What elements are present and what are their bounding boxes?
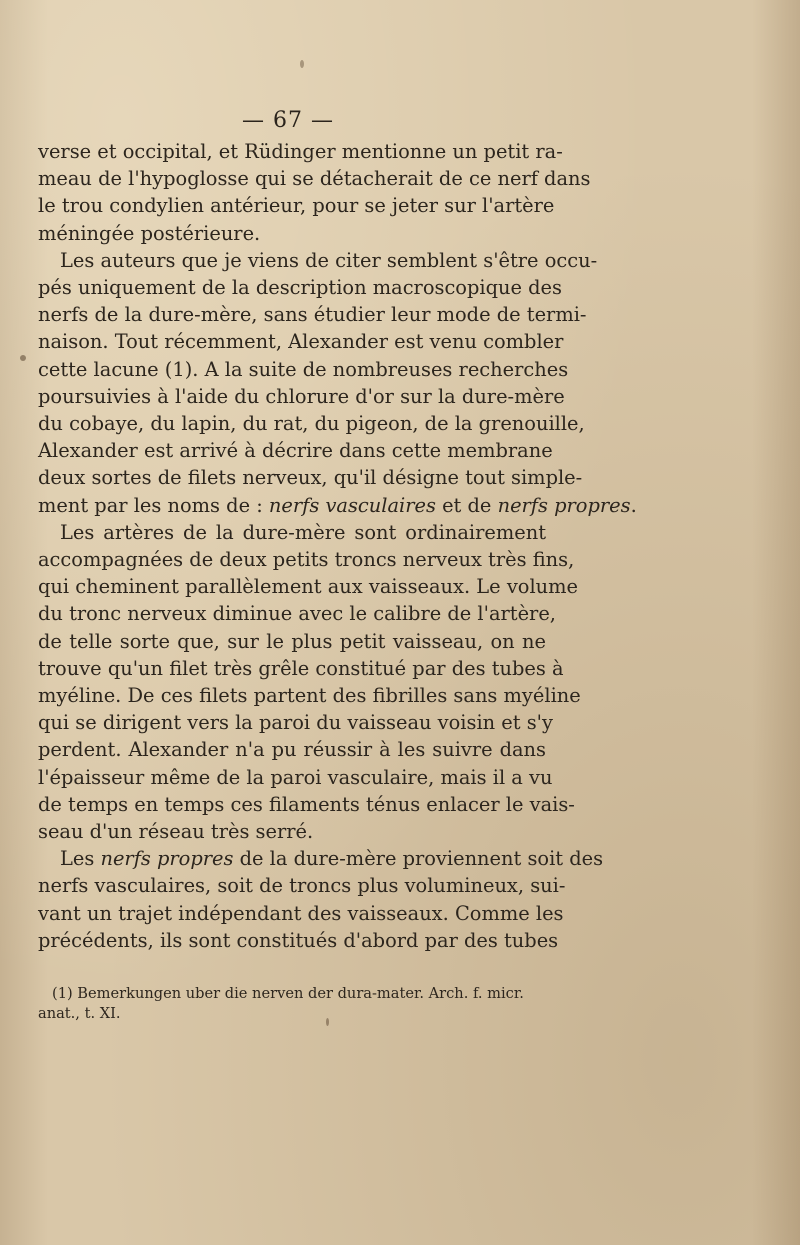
text-line: vant un trajet indépendant des vaisseaux. Comme les bbox=[38, 901, 564, 925]
text-line: du tronc nerveux diminue avec le calibre de l'artère, bbox=[38, 602, 556, 626]
footnote-line: anat., t. XI. bbox=[38, 1005, 121, 1022]
text-line: de telle sorte que, sur le plus petit vaisseau, on ne bbox=[38, 629, 546, 653]
term-nerfs-vasculaires: nerfs vasculaires bbox=[268, 493, 436, 517]
text-line bbox=[38, 845, 604, 872]
term-nerfs-propres: nerfs propres bbox=[100, 847, 234, 871]
paragraph-1 bbox=[38, 138, 591, 247]
text-line: le trou condylien antérieur, pour se jeter sur l'artère bbox=[38, 194, 555, 218]
paragraph-3 bbox=[38, 519, 581, 845]
text-line: meau de l'hypoglosse qui se détacherait de ce nerf dans bbox=[38, 167, 591, 191]
text-line: nerfs de la dure-mère, sans étudier leur mode de termi- bbox=[38, 303, 587, 327]
text-line: seau d'un réseau très serré. bbox=[38, 820, 314, 844]
body-text bbox=[38, 138, 637, 954]
paragraph-2 bbox=[38, 247, 637, 519]
paper-stain bbox=[300, 60, 304, 68]
text-line: myéline. De ces filets partent des fibrilles sans myéline bbox=[38, 684, 581, 708]
page-number: — 67 — bbox=[242, 108, 334, 133]
text-line: Alexander est arrivé à décrire dans cette membrane bbox=[38, 439, 553, 463]
text-line: pés uniquement de la description macroscopique des bbox=[38, 276, 562, 300]
text-line: poursuivies à l'aide du chlorure d'or sur la dure-mère bbox=[38, 384, 565, 408]
text-line: accompagnées de deux petits troncs nerveux très fins, bbox=[38, 548, 575, 572]
text-fragment: . bbox=[630, 493, 637, 517]
text-line: cette lacune (1). A la suite de nombreuses recherches bbox=[38, 357, 569, 381]
text-line: qui cheminent parallèlement aux vaisseaux. Le volume bbox=[38, 575, 579, 599]
footnote-line: (1) Bemerkungen uber die nerven der dura-mater. Arch. f. micr. bbox=[52, 985, 524, 1002]
text-line: trouve qu'un filet très grêle constitué par des tubes à bbox=[38, 656, 564, 680]
text-line: qui se dirigent vers la paroi du vaisseau voisin et s'y bbox=[38, 711, 553, 735]
term-nerfs-propres: nerfs propres bbox=[497, 493, 631, 517]
text-fragment: de la dure-mère proviennent soit des bbox=[233, 847, 604, 871]
text-line: naison. Tout récemment, Alexander est venu combler bbox=[38, 330, 564, 354]
text-line: de temps en temps ces filaments ténus enlacer le vais- bbox=[38, 792, 575, 816]
text-line: deux sortes de filets nerveux, qu'il désigne tout simple- bbox=[38, 466, 583, 490]
text-line: verse et occipital, et Rüdinger mentionne un petit ra- bbox=[38, 140, 563, 163]
paper-stain bbox=[20, 355, 26, 361]
text-line: précédents, ils sont constitués d'abord par des tubes bbox=[38, 928, 559, 952]
text-line: l'épaisseur même de la paroi vasculaire, mais il a vu bbox=[38, 765, 553, 789]
text-fragment: Les bbox=[60, 847, 101, 871]
footnote bbox=[38, 984, 554, 1024]
text-line: méningée postérieure. bbox=[38, 221, 261, 245]
text-line: Les auteurs que je viens de citer semblent s'être occu- bbox=[60, 248, 598, 272]
text-line: du cobaye, du lapin, du rat, du pigeon, de la grenouille, bbox=[38, 412, 585, 436]
text-line: nerfs vasculaires, soit de troncs plus volumineux, sui- bbox=[38, 874, 566, 898]
text-fragment: et de bbox=[435, 493, 498, 517]
text-line: perdent. Alexander n'a pu réussir à les suivre dans bbox=[38, 738, 546, 762]
text-line bbox=[38, 492, 637, 519]
text-line: Les artères de la dure-mère sont ordinairement bbox=[60, 520, 546, 544]
paragraph-4 bbox=[38, 845, 604, 954]
text-fragment: ment par les noms de : bbox=[38, 493, 269, 517]
